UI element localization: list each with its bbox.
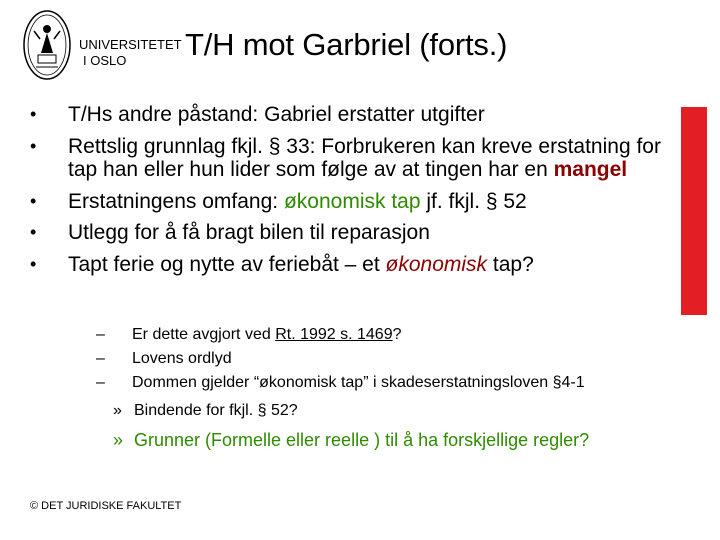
dash-text-after: ? [392,326,402,343]
main-bullet-list [30,103,680,284]
dash-item [96,371,585,395]
university-seal-icon [22,9,72,81]
sub-marker: » [113,430,124,450]
dash-item [96,323,585,347]
dash-marker: – [96,326,105,343]
sub-marker: » [113,402,122,419]
bullet-marker: • [30,104,37,124]
slide-title: T/H mot Garbriel (forts.) [185,27,508,62]
bullet-text: Rettslig grunnlag fkjl. § 33: Forbrukeren kan kreve erstatning for tap han eller hun lider som følge av at tingen har en [68,134,661,181]
dash-marker: – [96,350,105,367]
bullet-text-after: tap? [487,252,534,276]
bullet-marker: • [30,135,37,156]
sub-text: Grunner (Formelle eller reelle ) til å ha forskjellige regler? [134,430,590,450]
bullet-text: Utlegg for å få bragt bilen til reparasjon [68,221,430,244]
dash-text: Er dette avgjort ved [132,326,276,343]
sub-text: Bindende for fkjl. § 52? [134,402,298,419]
sub-item [113,429,589,451]
case-link[interactable]: Rt. 1992 s. 1469 [275,326,393,343]
university-line-2: I OSLO [83,53,127,68]
bullet-item [30,135,680,182]
highlight-term: økonomisk tap [283,189,421,213]
bullet-text: T/Hs andre påstand: Gabriel erstatter utgifter [68,103,485,126]
dash-text: Dommen gjelder “økonomisk tap” i skadeserstatningsloven §4-1 [132,374,585,391]
bullet-marker: • [30,190,37,211]
sub-item [113,401,589,421]
bullet-item [30,103,680,127]
highlight-term: mangel [553,158,628,181]
bullet-text: Erstatningens omfang: [68,189,284,213]
footer-text: © DET JURIDISKE FAKULTET [30,500,182,512]
bullet-text-after: jf. fkjl. § 52 [420,189,527,213]
bullet-item [30,190,680,214]
dash-item [96,347,585,371]
bullet-text: Tapt ferie og nytte av feriebåt – et [68,252,386,276]
bullet-item [30,221,680,245]
dash-text: Lovens ordlyd [132,350,232,367]
dash-list [96,323,585,395]
highlight-term: økonomisk [385,252,488,276]
dash-marker: – [96,374,105,391]
university-line-1: UNIVERSITETET [79,37,182,52]
accent-bar [681,107,707,315]
sub-list [113,401,589,451]
bullet-marker: • [30,253,37,274]
university-name [79,37,182,69]
bullet-marker: • [30,222,37,242]
bullet-item [30,253,680,277]
